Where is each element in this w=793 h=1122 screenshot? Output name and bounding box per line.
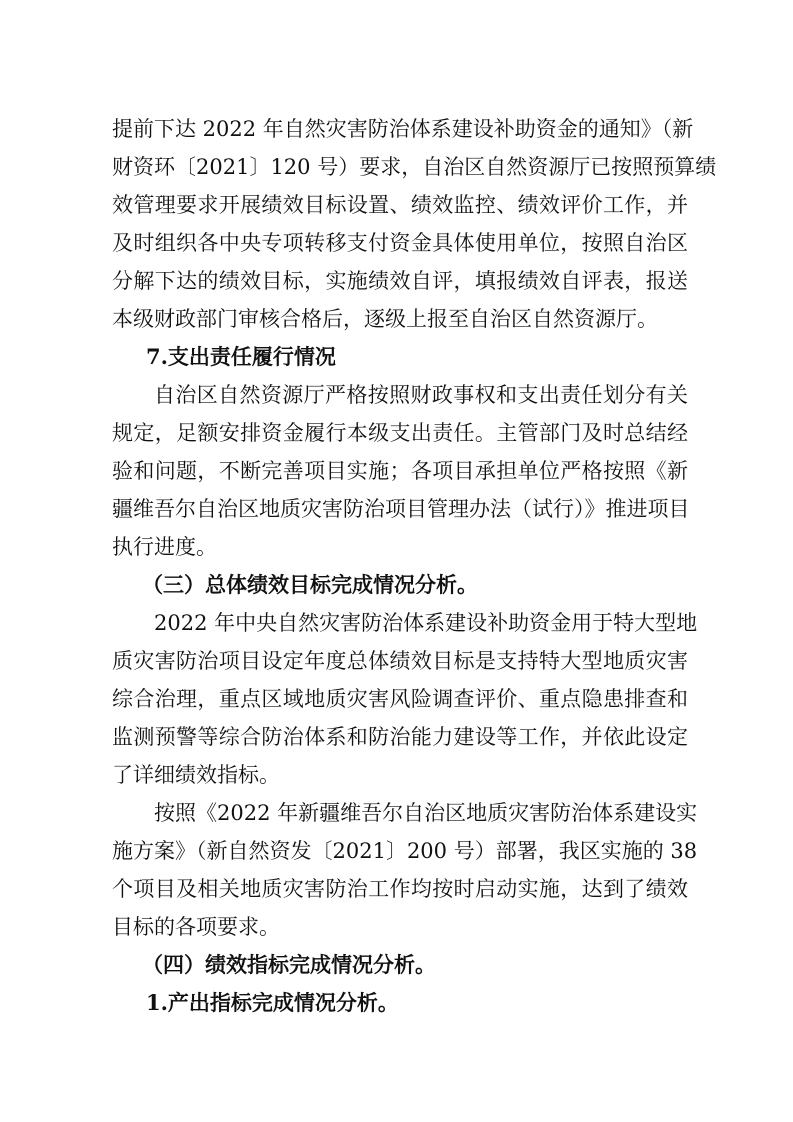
paragraph-line: 个项目及相关地质灾害防治工作均按时启动实施，达到了绩效 bbox=[112, 877, 688, 901]
paragraph-line: 财资环〔2021〕120 号）要求，自治区自然资源厅已按照预算绩 bbox=[112, 155, 717, 179]
paragraph-line: 疆维吾尔自治区地质灾害防治项目管理办法（试行）》推进项目 bbox=[112, 497, 690, 521]
paragraph-line: 综合治理，重点区域地质灾害风险调查评价、重点隐患排查和 bbox=[112, 687, 688, 711]
paragraph-line: 执行进度。 bbox=[112, 535, 217, 559]
paragraph-line: 本级财政部门审核合格后，逐级上报至自治区自然资源厅。 bbox=[112, 307, 658, 331]
paragraph-line: 提前下达 2022 年自然灾害防治体系建设补助资金的通知》（新 bbox=[112, 117, 694, 141]
paragraph-line: 2022 年中央自然灾害防治体系建设补助资金用于特大型地 bbox=[154, 611, 698, 635]
section-heading: 1.产出指标完成情况分析。 bbox=[146, 990, 399, 1015]
section-heading: （四）绩效指标完成情况分析。 bbox=[142, 952, 436, 977]
paragraph-line: 目标的各项要求。 bbox=[112, 915, 280, 939]
paragraph-line: 验和问题，不断完善项目实施；各项目承担单位严格按照《新 bbox=[112, 459, 688, 483]
paragraph-line: 效管理要求开展绩效目标设置、绩效监控、绩效评价工作，并 bbox=[112, 193, 688, 217]
paragraph-line: 监测预警等综合防治体系和防治能力建设等工作，并依此设定 bbox=[112, 725, 688, 749]
section-heading: 7.支出责任履行情况 bbox=[146, 344, 336, 369]
paragraph-line: 分解下达的绩效目标，实施绩效自评，填报绩效自评表，报送 bbox=[112, 269, 688, 293]
section-heading: （三）总体绩效目标完成情况分析。 bbox=[142, 572, 478, 597]
paragraph-line: 及时组织各中央专项转移支付资金具体使用单位，按照自治区 bbox=[112, 231, 688, 255]
paragraph-line: 自治区自然资源厅严格按照财政事权和支出责任划分有关 bbox=[154, 383, 688, 407]
paragraph-line: 了详细绩效指标。 bbox=[112, 763, 280, 787]
paragraph-line: 质灾害防治项目设定年度总体绩效目标是支持特大型地质灾害 bbox=[112, 649, 688, 673]
paragraph-line: 施方案》（新自然资发〔2021〕200 号）部署，我区实施的 38 bbox=[112, 839, 698, 863]
paragraph-line: 按照《2022 年新疆维吾尔自治区地质灾害防治体系建设实 bbox=[154, 801, 698, 825]
paragraph-line: 规定，足额安排资金履行本级支出责任。主管部门及时总结经 bbox=[112, 421, 688, 445]
